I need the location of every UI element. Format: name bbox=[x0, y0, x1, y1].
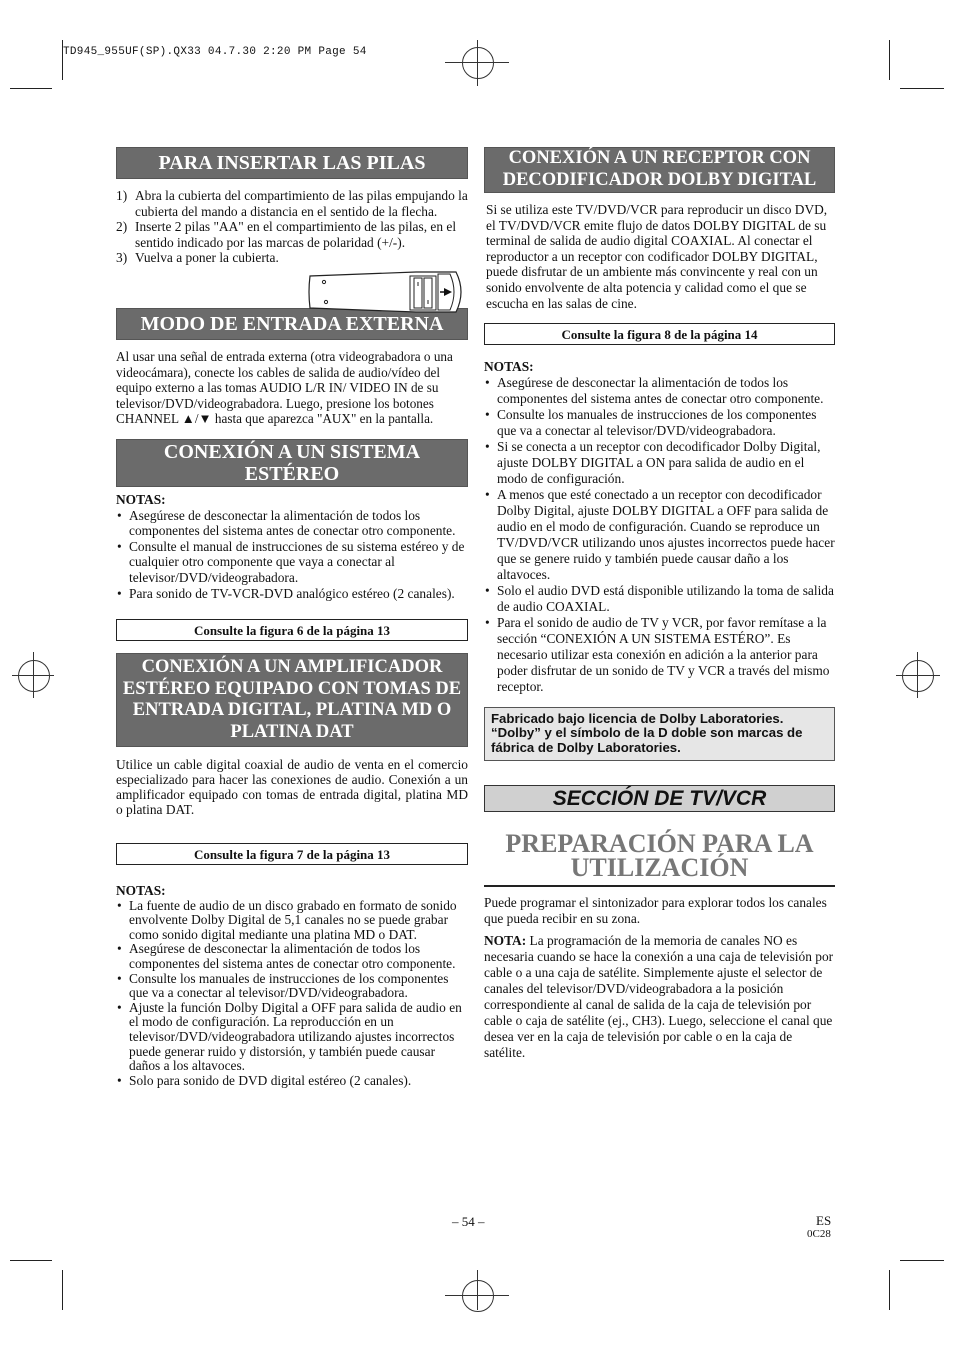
preparacion-nota: NOTA: La programación de la memoria de canales NO es necesaria cuando se hace la conexión a una caja de televisión por cable o a una caja de satélite. Simplemente ajuste el selector de canales del televisor/DVD/videograbadora a la posición correspondiente al canal de salida de la caja de televisión por cable o caja de satélite (ej., CH3). Luego, seleccione el canal que desea ver en la caja de televisión por cable o en la caja de satélite. bbox=[484, 932, 834, 1060]
section-heading-receptor: CONEXIÓN A UN RECEPTOR CON DECODIFICADOR DOLBY DIGITAL bbox=[484, 147, 835, 193]
figure-reference: Consulte la figura 7 de la página 13 bbox=[116, 843, 468, 865]
list-item: • Para el sonido de audio de TV y VCR, por favor remítase a la sección “CONEXIÓN A UN SISTEMA ESTÉRO”. Es necesario utilizar esta conexión en adición a la anterior para poder disfrutar de un sonido de TV y VCR a través del mismo receptor. bbox=[484, 615, 835, 695]
figure-reference: Consulte la figura 6 de la página 13 bbox=[116, 619, 468, 641]
registration-mark bbox=[902, 660, 934, 692]
amplificador-paragraph: Utilice un cable digital coaxial de audio de venta en el comercio especializado para hacer las conexiones de audio. Conexión a un amplificador equipado con tomas de entrada digital, platina MD o platina DAT. bbox=[116, 757, 468, 818]
list-item: • Solo para sonido de DVD digital estéreo (2 canales). bbox=[116, 1074, 468, 1089]
list-item: • Asegúrese de desconectar la alimentación de todos los componentes del sistema antes de conectar otro componente. bbox=[116, 942, 468, 971]
registration-mark bbox=[18, 660, 50, 692]
list-item: • Solo el audio DVD está disponible utilizando la toma de salida de audio COAXIAL. bbox=[484, 583, 835, 615]
amplificador-notes bbox=[116, 899, 468, 1089]
notes-label: NOTAS: bbox=[484, 359, 534, 375]
registration-mark-line bbox=[33, 652, 34, 698]
section-label-tv-vcr: SECCIÓN DE TV/VCR bbox=[484, 785, 835, 812]
right-column bbox=[484, 147, 835, 1061]
notes-label: NOTAS: bbox=[116, 883, 166, 899]
preparacion-intro: Puede programar el sintonizador para explorar todos los canales que pueda recibir en su zona. bbox=[484, 894, 827, 926]
remote-battery-illustration bbox=[306, 268, 470, 316]
list-item: • A menos que esté conectado a un receptor con decodificador Dolby Digital, ajuste DOLBY DIGITAL a OFF para salida de audio en el modo de configuración. Cuando se reproduce un TV/DVD/VCR utilizando unos ajustes incorrectos puede hacer que se genere ruido y también puede causar daño a los altavoces. bbox=[484, 487, 835, 583]
section-heading-modo: MODO DE ENTRADA EXTERNA bbox=[116, 308, 468, 340]
list-item: 2) Inserte 2 pilas "AA" en el compartimiento de las pilas, en el sentido indicado por las marcas de polaridad (+/-). bbox=[116, 219, 457, 250]
crop-mark bbox=[900, 1260, 944, 1261]
crop-mark bbox=[62, 1270, 63, 1310]
nota-label: NOTA: bbox=[484, 932, 527, 948]
list-item: • Asegúrese de desconectar la alimentación de todos los componentes del sistema antes de conectar otro componente. bbox=[484, 375, 835, 407]
estereo-notes bbox=[116, 508, 468, 602]
page-number: – 54 – bbox=[452, 1214, 485, 1229]
crop-mark bbox=[900, 88, 944, 89]
left-column bbox=[116, 147, 468, 1088]
registration-mark-line bbox=[896, 675, 940, 676]
receptor-paragraph: Si se utiliza este TV/DVD/VCR para reproducir un disco DVD, el TV/DVD/VCR emite flujo de datos DOLBY DIGITAL de su terminal de salida de audio digital COAXIAL. Al conectar el reproductor a un receptor con codificador DOLBY DIGITAL, puede disfrutar de un ambiente más convincente y real con un sonido envolvente de alta potencia y calidad como el que se escucha en las salas de cine. bbox=[486, 202, 828, 311]
registration-mark bbox=[462, 47, 494, 79]
crop-mark bbox=[889, 1270, 890, 1310]
print-job-header: TD945_955UF(SP).QX33 04.7.30 2:20 PM Page 54 bbox=[63, 46, 367, 58]
figure-reference: Consulte la figura 8 de la página 14 bbox=[484, 323, 835, 345]
section-heading-estereo: CONEXIÓN A UN SISTEMA ESTÉREO bbox=[116, 439, 468, 487]
language-code: ES bbox=[816, 1213, 832, 1228]
list-item: • La fuente de audio de un disco grabado en formato de sonido envolvente Dolby Digital de 5,1 canales no se puede grabar como sonido digital mediante una platina MD o DAT. bbox=[116, 899, 468, 943]
page-title: PREPARACIÓN PARA LA UTILIZACIÓN bbox=[484, 832, 835, 887]
crop-mark bbox=[10, 88, 52, 89]
battery-steps bbox=[116, 188, 468, 266]
modo-paragraph: Al usar una señal de entrada externa (otra videograbadora o una videocámara), conecte los cables de salida de audio/vídeo del equipo externo a las tomas AUDIO L/R IN/ VIDEO IN de su televisor/DVD/videograbadora. Luego, presione los botones CHANNEL ▲/▼ hasta que aparezca "AUX" en la pantalla. bbox=[116, 348, 453, 427]
registration-mark-line bbox=[917, 652, 918, 698]
registration-mark-line bbox=[477, 1270, 478, 1310]
dolby-license-notice: Fabricado bajo licencia de Dolby Laboratories. “Dolby” y el símbolo de la D doble son marcas de fábrica de Dolby Laboratories. bbox=[484, 707, 835, 762]
section-heading-pilas: PARA INSERTAR LAS PILAS bbox=[116, 147, 468, 179]
section-heading-amplificador: CONEXIÓN A UN AMPLIFICADOR ESTÉREO EQUIPADO CON TOMAS DE ENTRADA DIGITAL, PLATINA MD O PLATINA DAT bbox=[116, 653, 468, 747]
list-item: • Asegúrese de desconectar la alimentación de todos los componentes del sistema antes de conectar otro componente. bbox=[116, 508, 468, 539]
receptor-notes bbox=[484, 375, 835, 695]
list-item: • Si se conecta a un receptor con decodificador Dolby Digital, ajuste DOLBY DIGITAL a ON para salida de audio en el modo de configuración. bbox=[484, 439, 835, 487]
list-item: • Consulte los manuales de instrucciones de los componentes que va a conectar al televisor/DVD/videograbadora. bbox=[484, 407, 835, 439]
crop-mark bbox=[889, 40, 890, 80]
document-code: 0C28 bbox=[807, 1228, 831, 1240]
crop-mark bbox=[62, 40, 63, 80]
list-item: • Ajuste la función Dolby Digital a OFF para salida de audio en el modo de configuración. La reproducción en un televisor/DVD/videograbadora utilizando ajustes incorrectos puede generar ruido y distorsión, y también puede causar daños a los altavoces. bbox=[116, 1001, 468, 1074]
list-item: • Consulte los manuales de instrucciones de los componentes que va a conectar al televisor/DVD/videograbadora. bbox=[116, 972, 468, 1001]
registration-mark bbox=[462, 1280, 494, 1312]
list-item: 3) Vuelva a poner la cubierta. bbox=[116, 250, 279, 266]
registration-mark-line bbox=[477, 40, 478, 86]
list-item: 1) Abra la cubierta del compartimiento de las pilas empujando la cubierta del mando a distancia en el sentido de la flecha. bbox=[116, 188, 468, 219]
list-item: • Para sonido de TV-VCR-DVD analógico estéreo (2 canales). bbox=[116, 586, 468, 602]
crop-mark bbox=[10, 1260, 52, 1261]
list-item: • Consulte el manual de instrucciones de su sistema estéreo y de cualquier otro componente que vaya a conectar al televisor/DVD/videograbadora. bbox=[116, 539, 468, 586]
notes-label: NOTAS: bbox=[116, 491, 166, 507]
